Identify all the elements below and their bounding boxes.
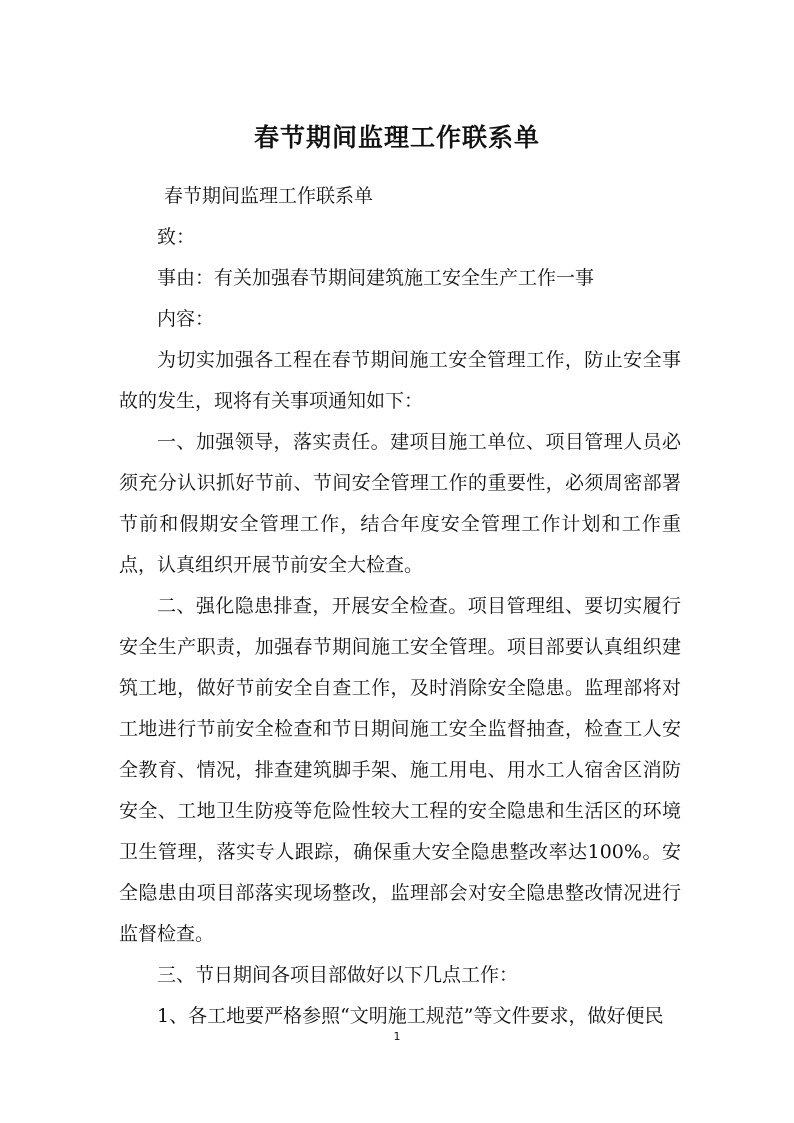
content-label: 内容： xyxy=(157,308,215,330)
document-body xyxy=(119,176,681,1037)
subject-line: 事由：有关加强春节期间建筑施工安全生产工作一事 xyxy=(157,267,595,289)
paragraph-intro: 为切实加强各工程在春节期间施工安全管理工作，防止安全事故的发生，现将有关事项通知如下： xyxy=(119,349,681,412)
paragraph-item-1: 1、各工地要严格参照“文明施工规范”等文件要求，做好便民 xyxy=(157,1005,664,1027)
page-number: 1 xyxy=(393,1030,401,1043)
to-line: 致： xyxy=(157,226,196,248)
document-title: 春节期间监理工作联系单 xyxy=(253,123,540,152)
paragraph-section-3: 三、节日期间各项目部做好以下几点工作： xyxy=(157,964,519,986)
paragraph-section-1: 一、加强领导，落实责任。建项目施工单位、项目管理人员必须充分认识抓好节前、节间安全管理工作的重要性，必须周密部署节前和假期安全管理工作，结合年度安全管理工作计划和工作重点，认真组织开展节前安全大检查。 xyxy=(119,431,681,576)
paragraph-section-2: 二、强化隐患排查，开展安全检查。项目管理组、要切实履行安全生产职责，加强春节期间施工安全管理。项目部要认真组织建筑工地，做好节前安全自查工作，及时消除安全隐患。监理部将对工地进行节前安全检查和节日期间施工安全监督抽查，检查工人安全教育、情况，排查建筑脚手架、施工用电、用水工人宿舍区消防安全、工地卫生防疫等危险性较大工程的安全隐患和生活区的环境卫生管理，落实专人跟踪，确保重大安全隐患整改率达100%。安全隐患由项目部落实现场整改，监理部会对安全隐患整改情况进行监督检查。 xyxy=(119,595,681,945)
document-subtitle: 春节期间监理工作联系单 xyxy=(164,185,374,207)
